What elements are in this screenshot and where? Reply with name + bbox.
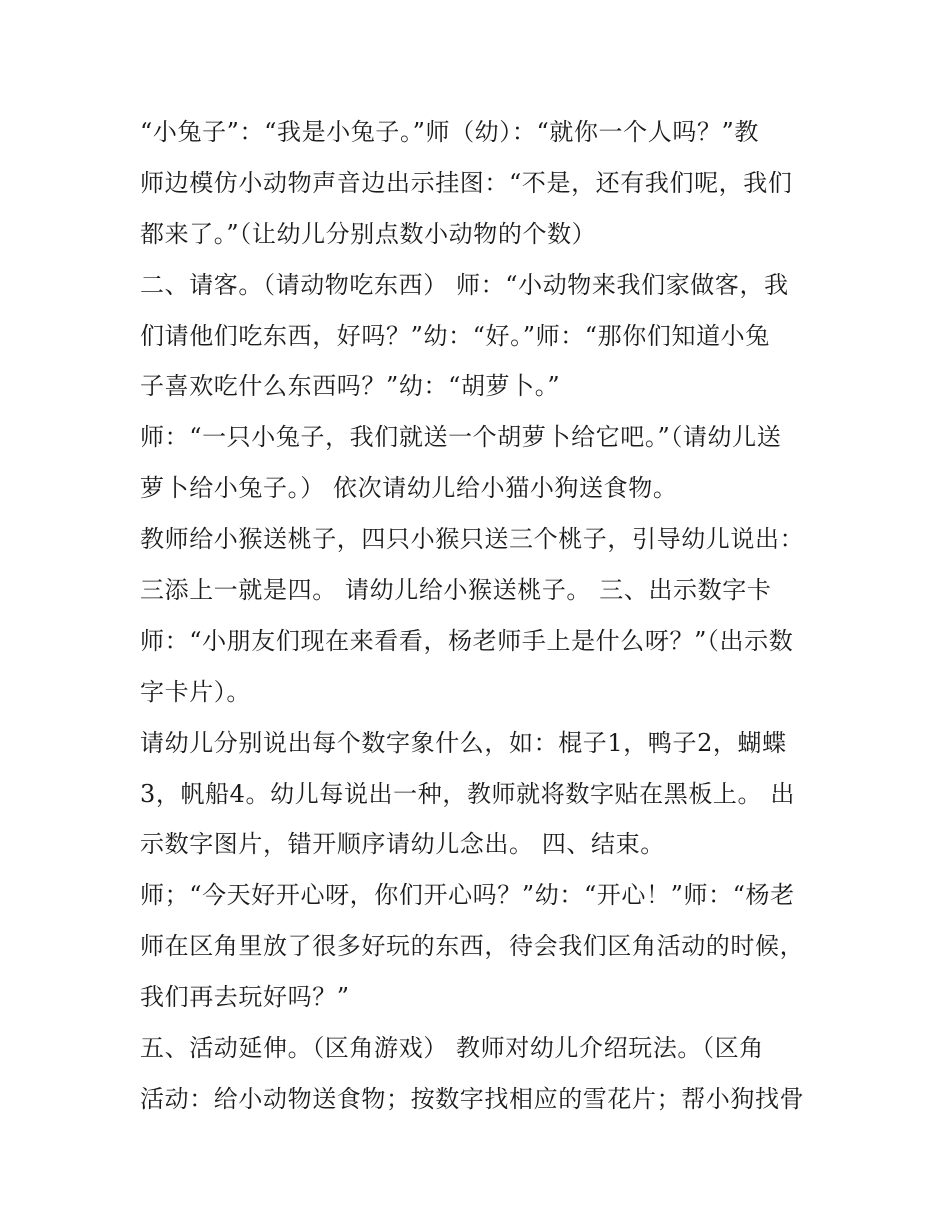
text-line: 师；“今天好开心呀，你们开心吗？”幼：“开心！”师：“杨老 [140,881,795,910]
text-line: 三添上一就是四。 请幼儿给小猴送桃子。 三、出示数字卡 [140,576,772,605]
text-line: 二、请客。（请动物吃东西） 师：“小动物来我们家做客，我 [140,270,789,299]
text-line: 子喜欢吃什么东西吗？”幼：“胡萝卜。” [140,372,561,401]
text-line: 师边模仿小动物声音边出示挂图：“不是，还有我们呢，我们 [140,168,793,197]
body-text [140,107,820,1125]
text-line: 活动：给小动物送食物；按数字找相应的雪花片；帮小狗找骨 [140,1084,805,1113]
text-line: 们请他们吃东西，好吗？”幼：“好。”师：“那你们知道小兔 [140,321,770,350]
text-line: 示数字图片，错开顺序请幼儿念出。 四、结束。 [140,830,665,859]
text-line: 教师给小猴送桃子，四只小猴只送三个桃子，引导幼儿说出： [140,525,805,554]
text-line: 师在区角里放了很多好玩的东西，待会我们区角活动的时候， [140,932,805,961]
text-line: 五、活动延伸。（区角游戏） 教师对幼儿介绍玩法。（区角 [140,1034,764,1063]
text-line: “小兔子”：“我是小兔子。”师（幼）：“就你一个人吗？”教 [140,118,760,146]
text-line: 我们再去玩好吗？” [140,983,350,1012]
text-line: 字卡片）。 [140,677,251,706]
text-line: 3，帆船4。幼儿每说出一种，教师就将数字贴在黑板上。 出 [140,779,795,808]
text-line: 萝卜给小兔子。） 依次请幼儿给小猫小狗送食物。 [140,474,678,503]
text-line: 师：“一只小兔子，我们就送一个胡萝卜给它吧。”（请幼儿送 [140,423,782,452]
text-line: 请幼儿分别说出每个数字象什么，如：棍子1，鸭子2，蝴蝶 [140,728,787,757]
text-line: 师：“小朋友们现在来看看，杨老师手上是什么呀？”（出示数 [140,626,794,655]
text-line: 都来了。”（让幼儿分别点数小动物的个数） [140,219,597,248]
